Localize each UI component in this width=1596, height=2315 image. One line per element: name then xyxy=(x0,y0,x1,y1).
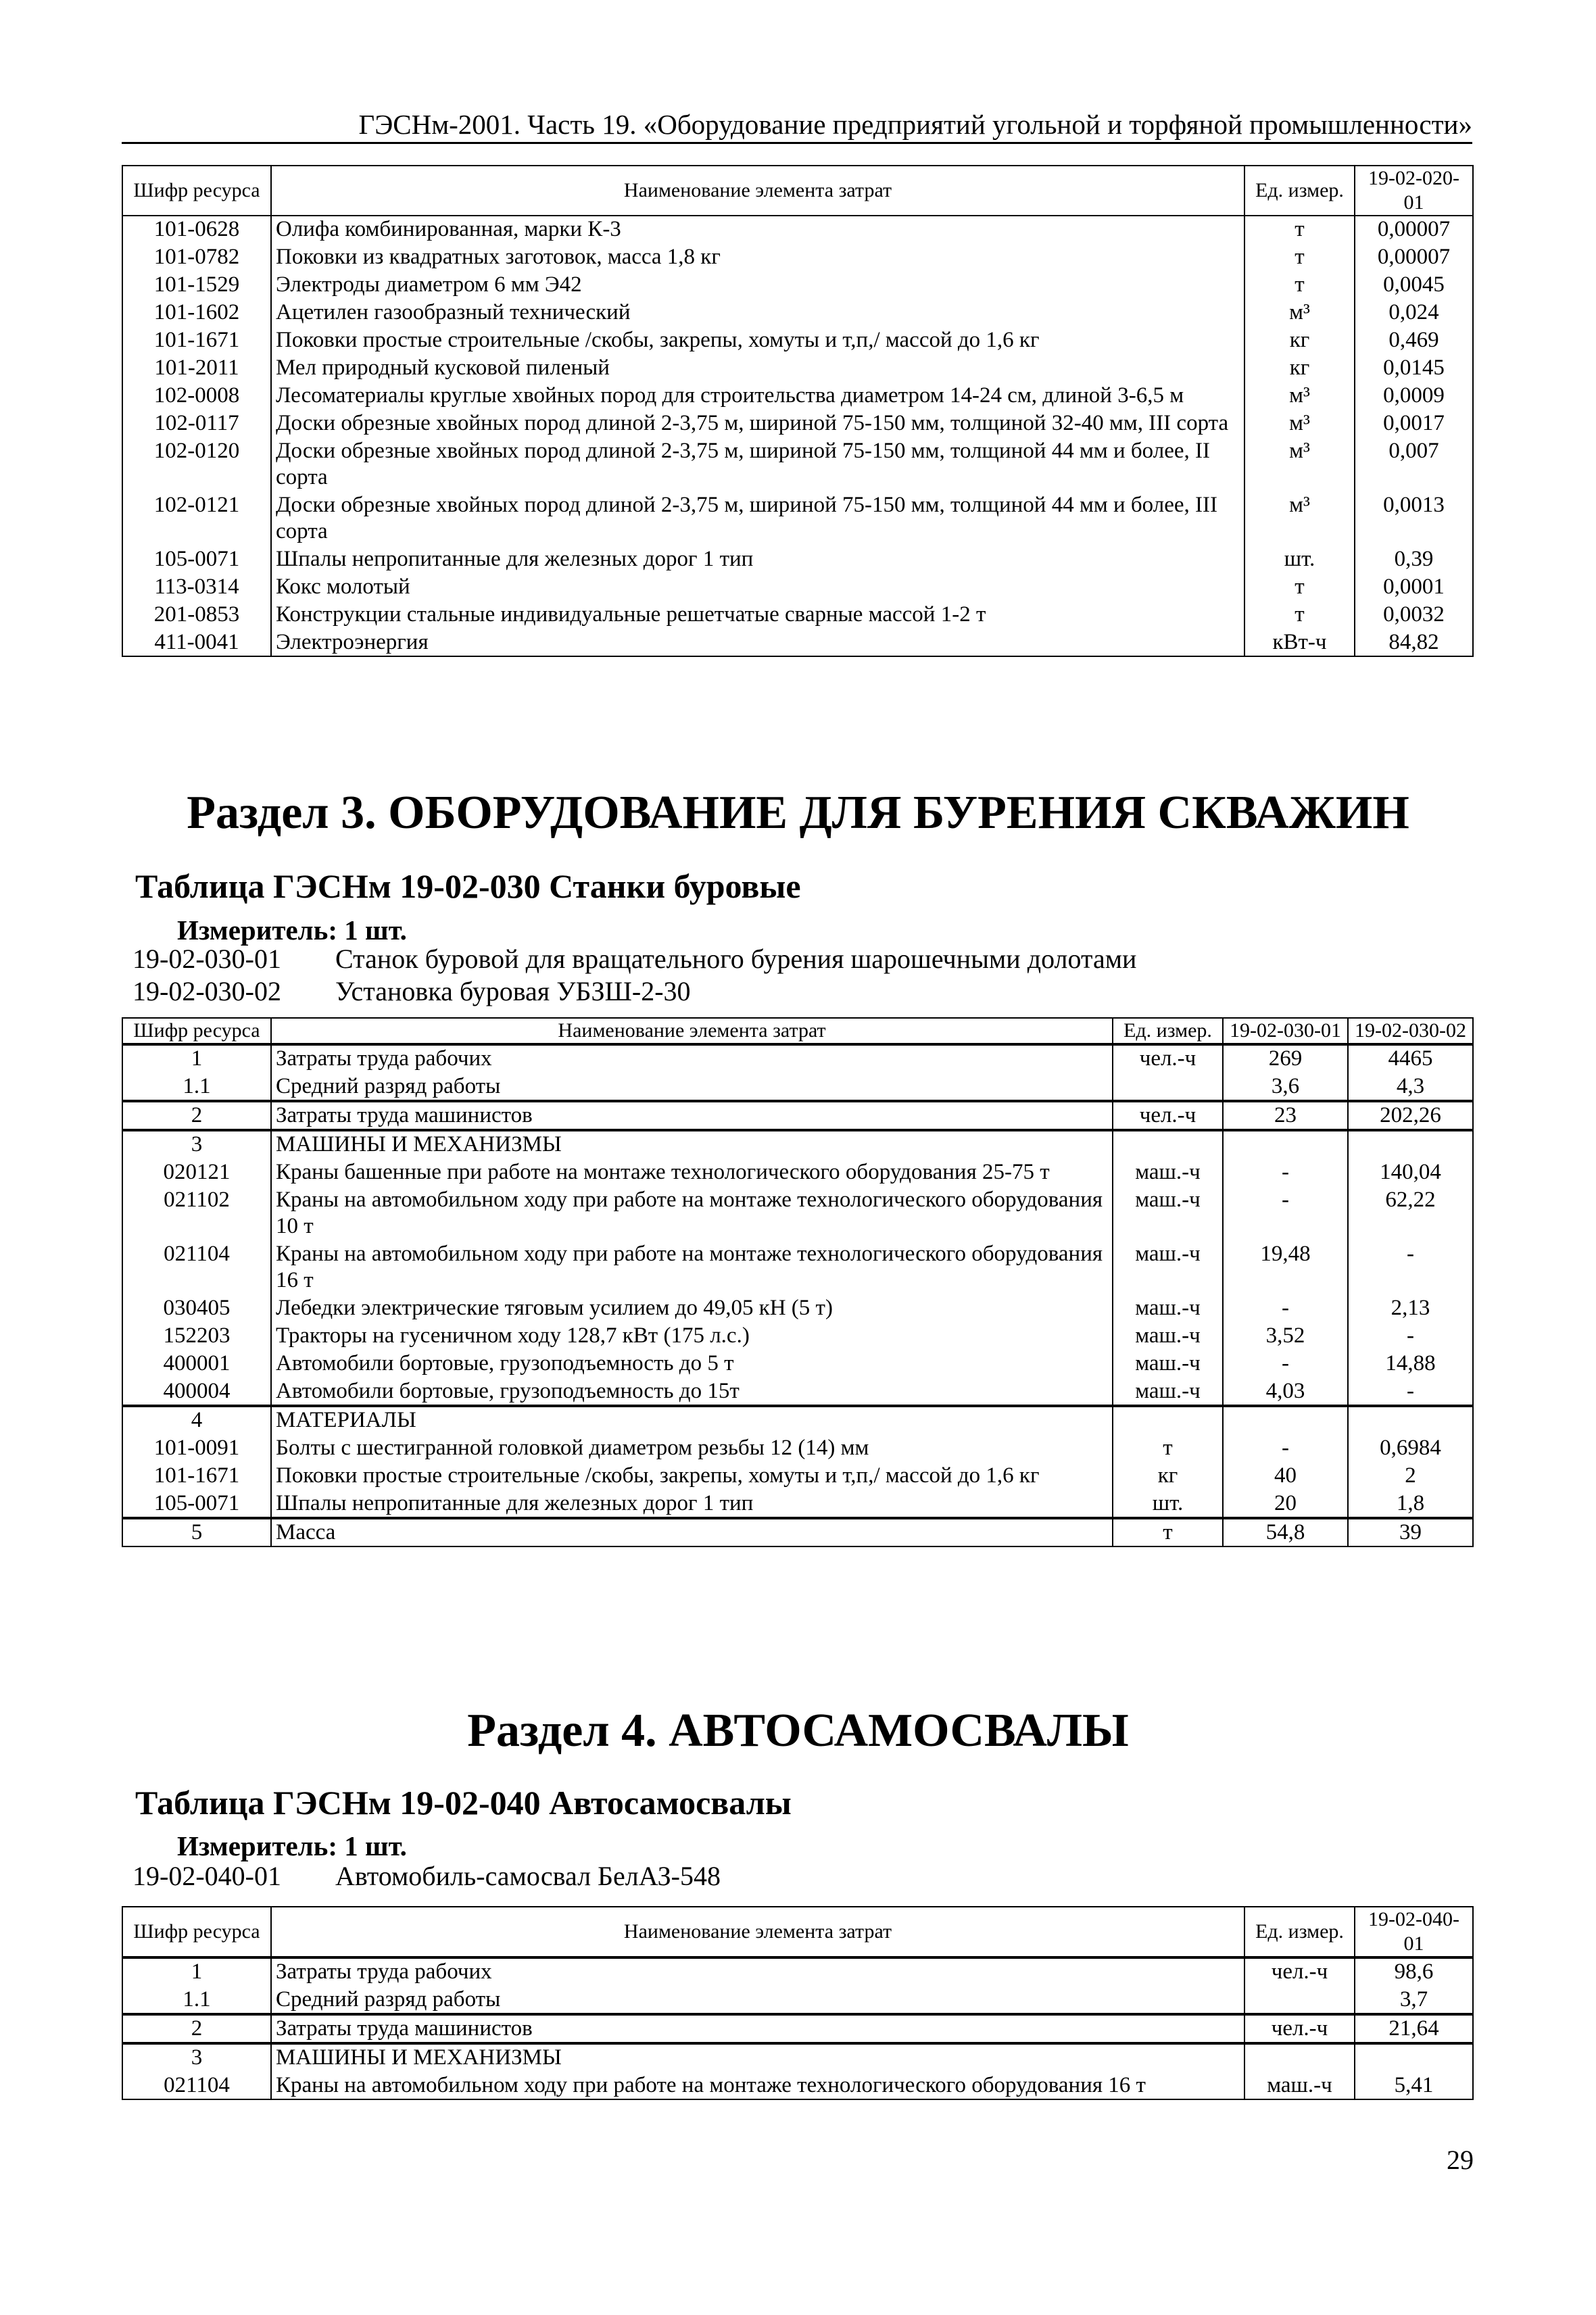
cell-unit: маш.-ч xyxy=(1113,1186,1223,1240)
cell-code: 400001 xyxy=(122,1350,271,1378)
cell-v1: 0,0001 xyxy=(1355,573,1473,601)
cell-unit: т xyxy=(1244,216,1355,243)
cell-name: Масса xyxy=(271,1518,1113,1546)
table-row xyxy=(122,629,1473,656)
cell-name: Тракторы на гусеничном ходу 128,7 кВт (175 л.с.) xyxy=(271,1322,1113,1350)
table-row xyxy=(122,601,1473,629)
cell-unit: шт. xyxy=(1244,545,1355,573)
cell-name: Олифа комбинированная, марки К-3 xyxy=(271,216,1244,243)
cell-v1 xyxy=(1223,1130,1348,1159)
table-row xyxy=(122,1101,1473,1130)
table-row xyxy=(122,1378,1473,1406)
table-row xyxy=(122,1073,1473,1101)
cell-unit: кВт-ч xyxy=(1244,629,1355,656)
cell-code: 3 xyxy=(122,1130,271,1159)
cell-name: Средний разряд работы xyxy=(271,1986,1244,2014)
table-header-row xyxy=(122,1907,1473,1957)
cell-code: 1 xyxy=(122,1044,271,1073)
table-row xyxy=(122,2014,1473,2043)
cell-v1: 0,007 xyxy=(1355,437,1473,491)
cell-unit: маш.-ч xyxy=(1113,1322,1223,1350)
cell-unit: маш.-ч xyxy=(1113,1294,1223,1322)
item-line xyxy=(132,943,1136,975)
cell-unit: м³ xyxy=(1244,410,1355,437)
cell-code: 101-0782 xyxy=(122,243,271,271)
cell-unit: т xyxy=(1113,1518,1223,1546)
cell-v1: 0,0045 xyxy=(1355,271,1473,299)
cell-name: Затраты труда машинистов xyxy=(271,1101,1113,1130)
cell-code: 400004 xyxy=(122,1378,271,1406)
cell-code: 021104 xyxy=(122,1240,271,1294)
cell-v2: 140,04 xyxy=(1348,1159,1473,1186)
cell-unit: м³ xyxy=(1244,382,1355,410)
cell-v2: 4,3 xyxy=(1348,1073,1473,1101)
cell-unit: маш.-ч xyxy=(1244,2072,1355,2099)
header-col1: 19-02-030-01 xyxy=(1223,1018,1348,1044)
cell-name: Шпалы непропитанные для железных дорог 1 тип xyxy=(271,545,1244,573)
cell-code: 101-0091 xyxy=(122,1434,271,1462)
cell-name: Электроды диаметром 6 мм Э42 xyxy=(271,271,1244,299)
cell-code: 2 xyxy=(122,1101,271,1130)
cell-name: Доски обрезные хвойных пород длиной 2-3,75 м, шириной 75-150 мм, толщиной 32-40 мм, III сорта xyxy=(271,410,1244,437)
cell-name: Доски обрезные хвойных пород длиной 2-3,75 м, шириной 75-150 мм, толщиной 44 мм и более, II сорта xyxy=(271,437,1244,491)
cell-v2: 62,22 xyxy=(1348,1186,1473,1240)
header-col2: 19-02-030-02 xyxy=(1348,1018,1473,1044)
cell-v2: 14,88 xyxy=(1348,1350,1473,1378)
cell-name: Краны на автомобильном ходу при работе на монтаже технологического оборудования 16 т xyxy=(271,1240,1113,1294)
cell-name: Лебедки электрические тяговым усилием до 49,05 кН (5 т) xyxy=(271,1294,1113,1322)
table-row xyxy=(122,1240,1473,1294)
cell-v1: 0,024 xyxy=(1355,299,1473,326)
cell-v1: - xyxy=(1223,1186,1348,1240)
cell-name: Затраты труда машинистов xyxy=(271,2014,1244,2043)
cell-v1: 0,0017 xyxy=(1355,410,1473,437)
cell-v1: 3,7 xyxy=(1355,1986,1473,2014)
item-code: 19-02-030-01 xyxy=(132,944,281,974)
cell-name: Мел природный кусковой пиленый xyxy=(271,354,1244,382)
cell-unit: чел.-ч xyxy=(1244,1957,1355,1986)
table2-meter: Измеритель: 1 шт. xyxy=(177,915,407,946)
cell-v2: 2 xyxy=(1348,1462,1473,1490)
cell-unit: м³ xyxy=(1244,437,1355,491)
cell-v1: 3,6 xyxy=(1223,1073,1348,1101)
item-code: 19-02-030-02 xyxy=(132,976,281,1006)
cell-unit: т xyxy=(1244,243,1355,271)
page-number: 29 xyxy=(1447,2145,1474,2175)
table-row xyxy=(122,299,1473,326)
header-name: Наименование элемента затрат xyxy=(271,166,1244,216)
section3-title: Раздел 3. ОБОРУДОВАНИЕ ДЛЯ БУРЕНИЯ СКВАЖИН xyxy=(187,787,1409,839)
cell-unit: чел.-ч xyxy=(1244,2014,1355,2043)
table-row xyxy=(122,1490,1473,1518)
cell-unit: маш.-ч xyxy=(1113,1159,1223,1186)
cell-v2: 0,6984 xyxy=(1348,1434,1473,1462)
cell-v1: 269 xyxy=(1223,1044,1348,1073)
header-name: Наименование элемента затрат xyxy=(271,1907,1244,1957)
cell-code: 1.1 xyxy=(122,1073,271,1101)
table-row xyxy=(122,2072,1473,2099)
cell-name: Электроэнергия xyxy=(271,629,1244,656)
item-text: Станок буровой для вращательного бурения шарошечными долотами xyxy=(335,944,1137,974)
table-row xyxy=(122,216,1473,243)
cell-code: 201-0853 xyxy=(122,601,271,629)
cell-unit: т xyxy=(1244,573,1355,601)
cell-name: Краны башенные при работе на монтаже технологического оборудования 25-75 т xyxy=(271,1159,1113,1186)
cell-unit: т xyxy=(1113,1434,1223,1462)
cell-code: 102-0008 xyxy=(122,382,271,410)
cell-code: 2 xyxy=(122,2014,271,2043)
table-row xyxy=(122,354,1473,382)
cell-name: МАШИНЫ И МЕХАНИЗМЫ xyxy=(271,2043,1244,2072)
cell-v1: 19,48 xyxy=(1223,1240,1348,1294)
section4-title: Раздел 4. АВТОСАМОСВАЛЫ xyxy=(467,1705,1129,1757)
cell-v1: - xyxy=(1223,1350,1348,1378)
cell-v1: 4,03 xyxy=(1223,1378,1348,1406)
item-code: 19-02-040-01 xyxy=(132,1861,281,1891)
cell-unit: т xyxy=(1244,271,1355,299)
table-row xyxy=(122,1159,1473,1186)
table3-meter: Измеритель: 1 шт. xyxy=(177,1830,407,1861)
header-unit: Ед. измер. xyxy=(1244,166,1355,216)
cell-v2: 2,13 xyxy=(1348,1294,1473,1322)
cell-v1: 21,64 xyxy=(1355,2014,1473,2043)
cell-v1: 54,8 xyxy=(1223,1518,1348,1546)
table-row xyxy=(122,326,1473,354)
cell-unit: маш.-ч xyxy=(1113,1378,1223,1406)
cell-unit xyxy=(1113,1073,1223,1101)
cell-name: Ацетилен газообразный технический xyxy=(271,299,1244,326)
cell-v1: - xyxy=(1223,1159,1348,1186)
cell-v2: 1,8 xyxy=(1348,1490,1473,1518)
cell-code: 101-0628 xyxy=(122,216,271,243)
cell-code: 021104 xyxy=(122,2072,271,2099)
table-row xyxy=(122,382,1473,410)
cell-code: 411-0041 xyxy=(122,629,271,656)
cell-name: Автомобили бортовые, грузоподъемность до 15т xyxy=(271,1378,1113,1406)
cell-code: 101-1671 xyxy=(122,326,271,354)
table-row xyxy=(122,1986,1473,2014)
table-row xyxy=(122,1462,1473,1490)
table3-title: Таблица ГЭСНм 19-02-040 Автосамосвалы xyxy=(135,1784,792,1822)
cell-v1: 0,00007 xyxy=(1355,243,1473,271)
resource-table-19-02-020 xyxy=(122,165,1474,657)
cell-v1: 5,41 xyxy=(1355,2072,1473,2099)
cell-code: 101-1602 xyxy=(122,299,271,326)
cell-name: Краны на автомобильном ходу при работе на монтаже технологического оборудования 16 т xyxy=(271,2072,1244,2099)
cell-name: Доски обрезные хвойных пород длиной 2-3,75 м, шириной 75-150 мм, толщиной 44 мм и более, III сорта xyxy=(271,491,1244,545)
cell-name: Поковки из квадратных заготовок, масса 1,8 кг xyxy=(271,243,1244,271)
cell-unit: т xyxy=(1244,601,1355,629)
cell-name: Поковки простые строительные /скобы, закрепы, хомуты и т,п,/ массой до 1,6 кг xyxy=(271,326,1244,354)
cell-v2 xyxy=(1348,1406,1473,1434)
cell-v2: - xyxy=(1348,1378,1473,1406)
cell-name: Краны на автомобильном ходу при работе на монтаже технологического оборудования 10 т xyxy=(271,1186,1113,1240)
table-row xyxy=(122,1406,1473,1434)
cell-code: 1 xyxy=(122,1957,271,1986)
table-row xyxy=(122,491,1473,545)
table-row xyxy=(122,1350,1473,1378)
cell-code: 102-0117 xyxy=(122,410,271,437)
table2-title: Таблица ГЭСНм 19-02-030 Станки буровые xyxy=(135,867,801,905)
cell-name: Затраты труда рабочих xyxy=(271,1044,1113,1073)
cell-code: 102-0121 xyxy=(122,491,271,545)
cell-v1: 20 xyxy=(1223,1490,1348,1518)
header-unit: Ед. измер. xyxy=(1113,1018,1223,1044)
cell-code: 105-0071 xyxy=(122,545,271,573)
cell-unit: маш.-ч xyxy=(1113,1350,1223,1378)
header-name: Наименование элемента затрат xyxy=(271,1018,1113,1044)
cell-name: МАШИНЫ И МЕХАНИЗМЫ xyxy=(271,1130,1113,1159)
cell-unit: м³ xyxy=(1244,299,1355,326)
resource-table-19-02-030 xyxy=(122,1017,1474,1547)
cell-v1: 3,52 xyxy=(1223,1322,1348,1350)
table-row xyxy=(122,1957,1473,1986)
cell-v2: 39 xyxy=(1348,1518,1473,1546)
cell-v2 xyxy=(1348,1130,1473,1159)
cell-code: 021102 xyxy=(122,1186,271,1240)
cell-unit: чел.-ч xyxy=(1113,1101,1223,1130)
cell-v1: 0,39 xyxy=(1355,545,1473,573)
table-row xyxy=(122,573,1473,601)
cell-name: Болты с шестигранной головкой диаметром резьбы 12 (14) мм xyxy=(271,1434,1113,1462)
cell-unit: м³ xyxy=(1244,491,1355,545)
table-row xyxy=(122,1044,1473,1073)
cell-name: МАТЕРИАЛЫ xyxy=(271,1406,1113,1434)
page-header: ГЭСНм-2001. Часть 19. «Оборудование предприятий угольной и торфяной промышленности» xyxy=(358,109,1472,140)
cell-code: 101-1529 xyxy=(122,271,271,299)
cell-v1: 40 xyxy=(1223,1462,1348,1490)
header-unit: Ед. измер. xyxy=(1244,1907,1355,1957)
header-code: Шифр ресурса xyxy=(122,1018,271,1044)
cell-code: 1.1 xyxy=(122,1986,271,2014)
cell-unit xyxy=(1113,1406,1223,1434)
table-row xyxy=(122,271,1473,299)
table-row xyxy=(122,545,1473,573)
cell-v1: 23 xyxy=(1223,1101,1348,1130)
table-row xyxy=(122,1130,1473,1159)
table-row xyxy=(122,1434,1473,1462)
cell-code: 101-1671 xyxy=(122,1462,271,1490)
cell-name: Средний разряд работы xyxy=(271,1073,1113,1101)
table-row xyxy=(122,2043,1473,2072)
table-row xyxy=(122,410,1473,437)
cell-unit: кг xyxy=(1244,326,1355,354)
table-row xyxy=(122,1186,1473,1240)
cell-code: 101-2011 xyxy=(122,354,271,382)
cell-v2: 4465 xyxy=(1348,1044,1473,1073)
table-row xyxy=(122,1294,1473,1322)
header-code: Шифр ресурса xyxy=(122,1907,271,1957)
cell-code: 3 xyxy=(122,2043,271,2072)
cell-v1: 0,0145 xyxy=(1355,354,1473,382)
item-line xyxy=(132,975,691,1008)
cell-unit xyxy=(1113,1130,1223,1159)
resource-table-19-02-040 xyxy=(122,1906,1474,2100)
table-header-row xyxy=(122,166,1473,216)
cell-v1: 98,6 xyxy=(1355,1957,1473,1986)
cell-code: 152203 xyxy=(122,1322,271,1350)
cell-name: Шпалы непропитанные для железных дорог 1 тип xyxy=(271,1490,1113,1518)
cell-name: Конструкции стальные индивидуальные решетчатые сварные массой 1-2 т xyxy=(271,601,1244,629)
cell-v1: 0,469 xyxy=(1355,326,1473,354)
cell-v1: 0,0013 xyxy=(1355,491,1473,545)
cell-unit xyxy=(1244,1986,1355,2014)
cell-v2: 202,26 xyxy=(1348,1101,1473,1130)
cell-code: 030405 xyxy=(122,1294,271,1322)
cell-code: 4 xyxy=(122,1406,271,1434)
cell-name: Автомобили бортовые, грузоподъемность до 5 т xyxy=(271,1350,1113,1378)
table-row xyxy=(122,437,1473,491)
cell-name: Поковки простые строительные /скобы, закрепы, хомуты и т,п,/ массой до 1,6 кг xyxy=(271,1462,1113,1490)
cell-code: 102-0120 xyxy=(122,437,271,491)
cell-v1: 84,82 xyxy=(1355,629,1473,656)
cell-unit: кг xyxy=(1244,354,1355,382)
item-line xyxy=(132,1860,721,1893)
cell-v1 xyxy=(1223,1406,1348,1434)
cell-v1: - xyxy=(1223,1294,1348,1322)
cell-name: Затраты труда рабочих xyxy=(271,1957,1244,1986)
cell-v1 xyxy=(1355,2043,1473,2072)
item-text: Автомобиль-самосвал БелАЗ-548 xyxy=(335,1861,721,1891)
cell-name: Лесоматериалы круглые хвойных пород для строительства диаметром 14-24 см, длиной 3-6,5 м xyxy=(271,382,1244,410)
cell-v1: 0,0032 xyxy=(1355,601,1473,629)
header-col1: 19-02-040-01 xyxy=(1355,1907,1473,1957)
cell-unit xyxy=(1244,2043,1355,2072)
cell-name: Кокс молотый xyxy=(271,573,1244,601)
table-row xyxy=(122,243,1473,271)
cell-v1: 0,00007 xyxy=(1355,216,1473,243)
cell-unit: шт. xyxy=(1113,1490,1223,1518)
cell-unit: кг xyxy=(1113,1462,1223,1490)
header-rule xyxy=(122,142,1472,144)
table-row xyxy=(122,1322,1473,1350)
header-code: Шифр ресурса xyxy=(122,166,271,216)
cell-v1: 0,0009 xyxy=(1355,382,1473,410)
cell-code: 113-0314 xyxy=(122,573,271,601)
cell-v2: - xyxy=(1348,1322,1473,1350)
cell-v1: - xyxy=(1223,1434,1348,1462)
table-row xyxy=(122,1518,1473,1546)
header-col1: 19-02-020-01 xyxy=(1355,166,1473,216)
cell-unit: маш.-ч xyxy=(1113,1240,1223,1294)
table-header-row xyxy=(122,1018,1473,1044)
cell-v2: - xyxy=(1348,1240,1473,1294)
cell-code: 105-0071 xyxy=(122,1490,271,1518)
item-text: Установка буровая УБЗШ-2-30 xyxy=(335,976,691,1006)
cell-code: 5 xyxy=(122,1518,271,1546)
cell-code: 020121 xyxy=(122,1159,271,1186)
cell-unit: чел.-ч xyxy=(1113,1044,1223,1073)
